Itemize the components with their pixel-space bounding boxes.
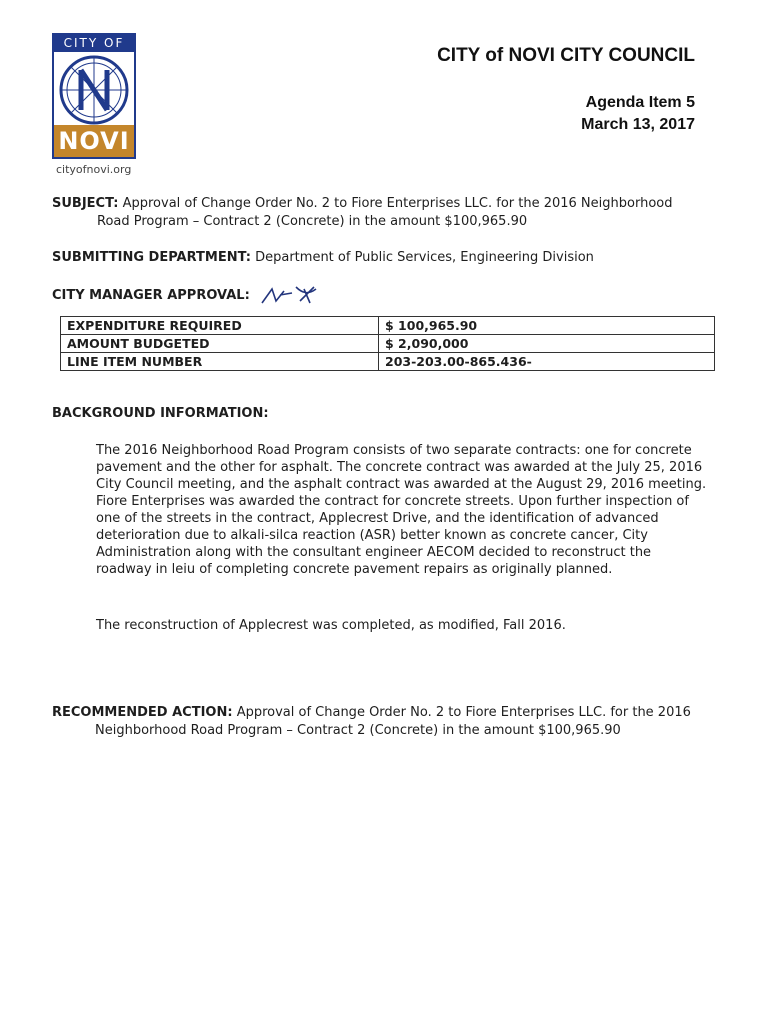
subject-section: [52, 195, 702, 231]
logo-box: [52, 33, 136, 159]
agenda-item: Agenda Item 5: [585, 94, 695, 111]
city-logo: [52, 33, 138, 176]
finance-label: AMOUNT BUDGETED: [61, 335, 379, 353]
agenda-info: [581, 92, 695, 136]
logo-emblem-icon: [54, 52, 134, 129]
signature-icon: [258, 283, 320, 307]
table-row: [61, 317, 715, 335]
finance-value: $ 100,965.90: [379, 317, 715, 335]
department-section: [52, 250, 594, 265]
background-paragraph-1: The 2016 Neighborhood Road Program consists of two separate contracts: one for concrete pavement and the other for asphalt. The concrete contract was awarded at the July 25, 2016 City Council meeting, and the asphalt contract was awarded at the August 29, 2016 meeting. Fiore Enterprises was awarded the contract for concrete streets. Upon further inspection of one of the streets in the contract, Applecrest Drive, and the identification of advanced deterioration due to alkali-silca reaction (ASR) better known as concrete cancer, City Administration along with the consultant engineer AECOM decided to reconstruct the roadway in leiu of completing concrete pavement repairs as originally planned.: [96, 443, 707, 577]
finance-label: LINE ITEM NUMBER: [61, 353, 379, 371]
recommended-line-1: Approval of Change Order No. 2 to Fiore Enterprises LLC. for the 2016: [236, 705, 691, 720]
table-row: [61, 335, 715, 353]
logo-bottom-text: NOVI: [54, 125, 134, 157]
recommended-section: [52, 704, 712, 740]
background-paragraph-2: The reconstruction of Applecrest was completed, as modified, Fall 2016.: [96, 618, 566, 633]
page-title: CITY of NOVI CITY COUNCIL: [437, 45, 695, 66]
finance-value: $ 2,090,000: [379, 335, 715, 353]
subject-line-1: Approval of Change Order No. 2 to Fiore Enterprises LLC. for the 2016 Neighborhood: [122, 196, 673, 211]
department-value: Department of Public Services, Engineering Division: [255, 250, 594, 265]
logo-url: cityofnovi.org: [56, 163, 132, 176]
finance-value: 203-203.00-865.436-: [379, 353, 715, 371]
background-heading: BACKGROUND INFORMATION:: [52, 406, 269, 421]
agenda-date: March 13, 2017: [581, 116, 695, 133]
finance-label: EXPENDITURE REQUIRED: [61, 317, 379, 335]
subject-label: SUBJECT:: [52, 196, 119, 211]
approval-section: [52, 283, 320, 307]
recommended-label: RECOMMENDED ACTION:: [52, 705, 233, 720]
approval-label: CITY MANAGER APPROVAL:: [52, 287, 250, 303]
table-row: [61, 353, 715, 371]
finance-table: [60, 316, 715, 371]
recommended-line-2: Neighborhood Road Program – Contract 2 (Concrete) in the amount $100,965.90: [95, 723, 621, 738]
department-label: SUBMITTING DEPARTMENT:: [52, 250, 251, 265]
subject-line-2: Road Program – Contract 2 (Concrete) in the amount $100,965.90: [97, 214, 528, 229]
logo-top-text: CITY OF: [54, 35, 134, 52]
